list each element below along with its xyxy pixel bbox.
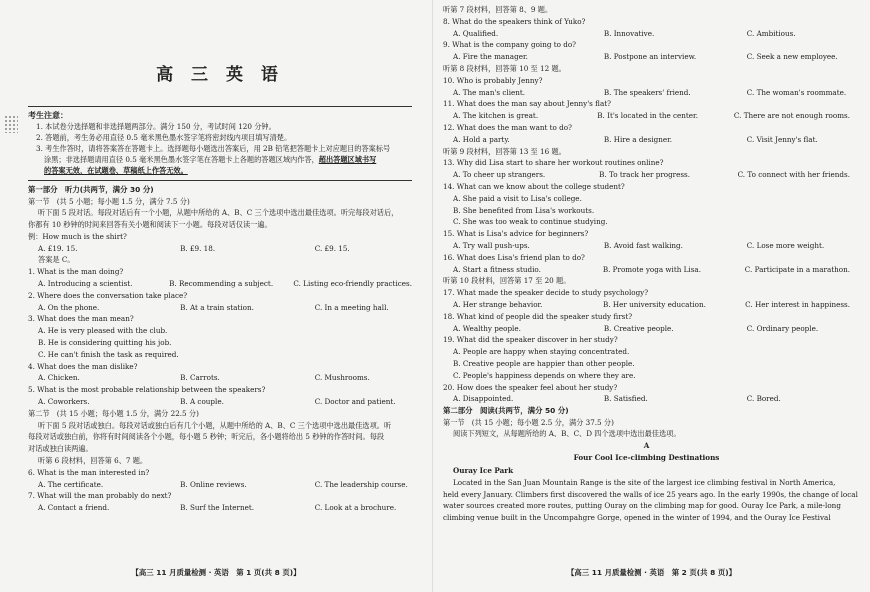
section2-instr-3: 对话或独白读两遍。 xyxy=(28,444,93,454)
q12-option-c: C. Visit Jenny's flat. xyxy=(746,134,818,144)
q18-option-a: A. Wealthy people. xyxy=(453,323,521,333)
left-page xyxy=(0,0,432,592)
q9-option-b: B. Postpone an interview. xyxy=(603,52,697,62)
notice-item-3: 3. 考生作答时，请将答案答在答题卡上。选择题每小题选出答案后，用 2B 铅笔把答题卡上对应题目的答案标号 xyxy=(36,144,391,153)
q14-option-c: C. She was too weak to continue studying. xyxy=(453,217,608,227)
question-18: 18. What kind of people did the speaker study first? xyxy=(443,311,633,321)
part2-heading: 第二部分 阅读(共两节，满分 50 分) xyxy=(443,406,569,416)
exam-title: 高 三 英 语 xyxy=(156,65,284,85)
q4-option-c: C. Mushrooms. xyxy=(314,373,370,383)
q4-option-a: A. Chicken. xyxy=(38,373,80,383)
q16-option-c: C. Participate in a marathon. xyxy=(744,264,850,274)
section2-instr-1: 听下面 5 段对话或独白。每段对话或独白后有几个小题，从题中所给的 A、B、C 三个选项中选出最佳选项。听 xyxy=(38,420,392,430)
section1-heading: 第一节 (共 5 小题；每小题 1.5 分，满分 7.5 分) xyxy=(28,196,190,206)
q17-option-a: A. Her strange behavior. xyxy=(453,299,543,309)
q2-option-b: B. At a train station. xyxy=(180,302,254,312)
question-2: 2. Where does the conversation take place? xyxy=(28,290,188,300)
section2-heading: 第二节 (共 15 小题；每小题 1.5 分，满分 22.5 分) xyxy=(28,408,199,418)
q5-option-b: B. A couple. xyxy=(180,397,224,407)
notice-item-3-text: 涂黑；非选择题请用直径 0.5 毫米黑色墨水签字笔在答题卡上各题的答题区域内作答， xyxy=(44,155,319,164)
q15-option-c: C. Lose more weight. xyxy=(746,240,825,250)
q6-option-b: B. Online reviews. xyxy=(180,479,247,489)
q9-option-c: C. Seek a new employee. xyxy=(746,52,838,62)
article-line-3: water sources created more routes, putting Ouray on the climbing map for good. Ouray Ice Park, a mile-long xyxy=(443,501,841,511)
q7-option-c: C. Look at a brochure. xyxy=(314,503,397,513)
question-4: 4. What does the man dislike? xyxy=(28,361,138,371)
material-10: 听第 10 段材料，回答第 17 至 20 题。 xyxy=(443,276,571,286)
q9-option-a: A. Fire the manager. xyxy=(453,52,528,62)
question-16-options xyxy=(443,264,850,276)
question-20: 20. How does the speaker feel about her study? xyxy=(443,382,618,392)
q14-option-a: A. She paid a visit to Lisa's college. xyxy=(453,193,582,203)
material-6: 听第 6 段材料，回答第 6、7 题。 xyxy=(38,456,148,466)
question-18-options xyxy=(443,323,850,335)
q8-option-c: C. Ambitious. xyxy=(746,28,796,38)
reading-section1-heading: 第一节 (共 15 小题；每小题 2.5 分，满分 37.5 分) xyxy=(443,417,614,427)
q15-option-a: A. Try wall push-ups. xyxy=(453,240,530,250)
q11-option-a: A. The kitchen is great. xyxy=(453,111,539,121)
question-20-options xyxy=(443,393,850,405)
q20-option-c: C. Bored. xyxy=(746,394,781,404)
page-footer-right: 【高三 11 月质量检测 · 英语 第 2 页(共 8 页)】 xyxy=(567,568,736,577)
q1-option-b: B. Recommending a subject. xyxy=(169,279,274,289)
question-17: 17. What made the speaker decide to study psychology? xyxy=(443,288,649,298)
question-13-options xyxy=(443,169,850,181)
example-option-c: C. £9. 15. xyxy=(314,243,350,253)
q15-option-b: B. Avoid fast walking. xyxy=(603,240,683,250)
material-9: 听第 9 段材料，回答第 13 至 16 题。 xyxy=(443,146,566,156)
example-question: 例：How much is the shirt? xyxy=(28,231,127,241)
question-10-options xyxy=(443,87,850,99)
question-16: 16. What does Lisa's friend plan to do? xyxy=(443,252,585,262)
q10-option-b: B. The speakers' friend. xyxy=(603,87,691,97)
q18-option-b: B. Creative people. xyxy=(603,323,674,333)
q8-option-b: B. Innovative. xyxy=(603,28,655,38)
q14-option-b: B. She benefited from Lisa's workouts. xyxy=(453,205,595,215)
question-7: 7. What will the man probably do next? xyxy=(28,491,172,501)
q13-option-a: A. To cheer up strangers. xyxy=(453,170,546,180)
question-12-options xyxy=(443,134,850,146)
question-12: 12. What does the man want to do? xyxy=(443,122,572,132)
notice-item-3-bold: 超出答题区域书写 xyxy=(318,155,377,164)
article-line-2: held every January. Climbers first discovered the walls of ice 25 years ago. In the early 1990s, the change of local xyxy=(443,489,858,499)
notice-item-3-cont xyxy=(28,154,412,165)
question-4-options xyxy=(28,372,412,384)
q1-option-a: A. Introducing a scientist. xyxy=(38,279,133,289)
section1-instr-2: 你都有 10 秒钟的时间来回答有关小题和阅读下一小题。每段对话仅读一遍。 xyxy=(28,220,272,230)
q4-option-b: B. Carrots. xyxy=(180,373,220,383)
q10-option-c: C. The woman's roommate. xyxy=(746,87,847,97)
binding-dots xyxy=(4,115,18,133)
question-1: 1. What is the man doing? xyxy=(28,267,124,277)
q13-option-c: C. To connect with her friends. xyxy=(737,170,850,180)
notice-item-2: 2. 答题前，考生务必用直径 0.5 毫米黑色墨水签字笔将密封线内项目填写清楚。 xyxy=(36,133,292,142)
question-14: 14. What can we know about the college student? xyxy=(443,181,625,191)
page-footer-left: 【高三 11 月质量检测 · 英语 第 1 页(共 8 页)】 xyxy=(131,568,301,577)
q6-option-a: A. The certificate. xyxy=(38,479,104,489)
question-8: 8. What do the speakers think of Yuko? xyxy=(443,16,586,26)
notice-item-1: 1. 本试卷分选择题和非选择题两部分。满分 150 分，考试时间 120 分钟。 xyxy=(36,122,276,131)
question-19: 19. What did the speaker discover in her study? xyxy=(443,335,618,345)
q7-option-a: A. Contact a friend. xyxy=(38,503,110,513)
q19-option-c: C. People's happiness depends on where they are. xyxy=(453,370,636,380)
material-8: 听第 8 段材料，回答第 10 至 12 题。 xyxy=(443,63,566,73)
question-6-options xyxy=(28,479,412,491)
q19-option-a: A. People are happy when staying concentrated. xyxy=(453,347,630,357)
example-options xyxy=(28,243,412,255)
q18-option-c: C. Ordinary people. xyxy=(746,323,819,333)
q11-option-b: B. It's located in the center. xyxy=(597,111,698,121)
q11-option-c: C. There are not enough rooms. xyxy=(733,111,850,121)
q2-option-a: A. On the phone. xyxy=(38,302,100,312)
question-10: 10. Who is probably Jenny? xyxy=(443,75,543,85)
q10-option-a: A. The man's client. xyxy=(453,87,526,97)
section1-instr-1: 听下面 5 段对话。每段对话后有一个小题，从题中所给的 A、B、C 三个选项中选出最佳选项。听完每段对话后， xyxy=(38,208,399,218)
q20-option-a: A. Disappointed. xyxy=(453,394,514,404)
example-option-b: B. £9. 18. xyxy=(180,243,216,253)
q20-option-b: B. Satisfied. xyxy=(603,394,648,404)
question-2-options xyxy=(28,302,412,314)
q17-option-c: C. Her interest in happiness. xyxy=(745,299,850,309)
article-line-4: climbing venue built in the Uncompahgre Gorge, opened in the winter of 1994, and the Ouray Ice Festival xyxy=(443,513,831,523)
question-11-options xyxy=(443,110,850,122)
question-5: 5. What is the most probable relationship between the speakers? xyxy=(28,385,266,395)
passage-title: Four Cool Ice-climbing Destinations xyxy=(573,452,720,462)
question-8-options xyxy=(443,28,850,40)
article-title: Ouray Ice Park xyxy=(453,465,514,475)
article-line-1: Located in the San Juan Mountain Range is the site of the largest ice climbing festival in North America, xyxy=(453,477,836,487)
question-6: 6. What is the man interested in? xyxy=(28,467,150,477)
q16-option-b: B. Promote yoga with Lisa. xyxy=(602,264,701,274)
example-answer: 答案是 C。 xyxy=(38,255,75,265)
part1-heading: 第一部分 听力(共两节，满分 30 分) xyxy=(28,185,154,194)
q17-option-b: B. Her university education. xyxy=(603,299,706,309)
q3-option-a: A. He is very pleased with the club. xyxy=(38,326,168,336)
question-11: 11. What does the man say about Jenny's flat? xyxy=(443,99,611,109)
example-option-a: A. £19. 15. xyxy=(38,243,78,253)
q7-option-b: B. Surf the Internet. xyxy=(180,503,255,513)
question-7-options xyxy=(28,502,412,514)
question-15-options xyxy=(443,240,850,252)
question-9: 9. What is the company going to do? xyxy=(443,40,576,50)
reading-instruction: 阅读下列短文，从每题所给的 A、B、C、D 四个选项中选出最佳选项。 xyxy=(453,429,681,439)
q6-option-c: C. The leadership course. xyxy=(314,479,408,489)
material-7: 听第 7 段材料，回答第 8、9 题。 xyxy=(443,5,553,14)
question-9-options xyxy=(443,51,850,63)
q12-option-a: A. Hold a party. xyxy=(453,134,510,144)
question-1-options xyxy=(28,278,412,290)
q8-option-a: A. Qualified. xyxy=(453,28,499,38)
q3-option-b: B. He is considering quitting his job. xyxy=(38,338,172,348)
title-rule xyxy=(28,106,412,107)
question-5-options xyxy=(28,396,412,408)
q5-option-c: C. Doctor and patient. xyxy=(314,397,396,407)
q13-option-b: B. To track her progress. xyxy=(599,170,691,180)
question-15: 15. What is Lisa's advice for beginners? xyxy=(443,229,589,239)
question-17-options xyxy=(443,299,850,311)
notice-block xyxy=(28,110,412,176)
passage-letter: A xyxy=(643,441,650,451)
q16-option-a: A. Start a fitness studio. xyxy=(453,264,541,274)
question-3: 3. What does the man mean? xyxy=(28,314,134,324)
right-page xyxy=(432,0,870,592)
q5-option-a: A. Coworkers. xyxy=(38,397,90,407)
q12-option-b: B. Hire a designer. xyxy=(603,134,673,144)
question-13: 13. Why did Lisa start to share her workout routines online? xyxy=(443,158,664,168)
q19-option-b: B. Creative people are happier than other people. xyxy=(453,358,635,368)
section2-instr-2: 每段对话或独白前，你将有时间阅读各个小题，每小题 5 秒钟；听完后，各小题将给出 5 秒钟的作答时间。每段 xyxy=(28,432,385,442)
notice-item-3-bold2: 的答案无效，在试题卷、草稿纸上作答无效。 xyxy=(44,166,188,175)
q2-option-c: C. In a meeting hall. xyxy=(314,302,389,312)
q1-option-c: C. Listing eco-friendly practices. xyxy=(293,279,412,289)
notice-head: 考生注意： xyxy=(28,111,68,120)
q3-option-c: C. He can't finish the task as required. xyxy=(38,349,179,359)
notice-rule xyxy=(28,180,412,181)
